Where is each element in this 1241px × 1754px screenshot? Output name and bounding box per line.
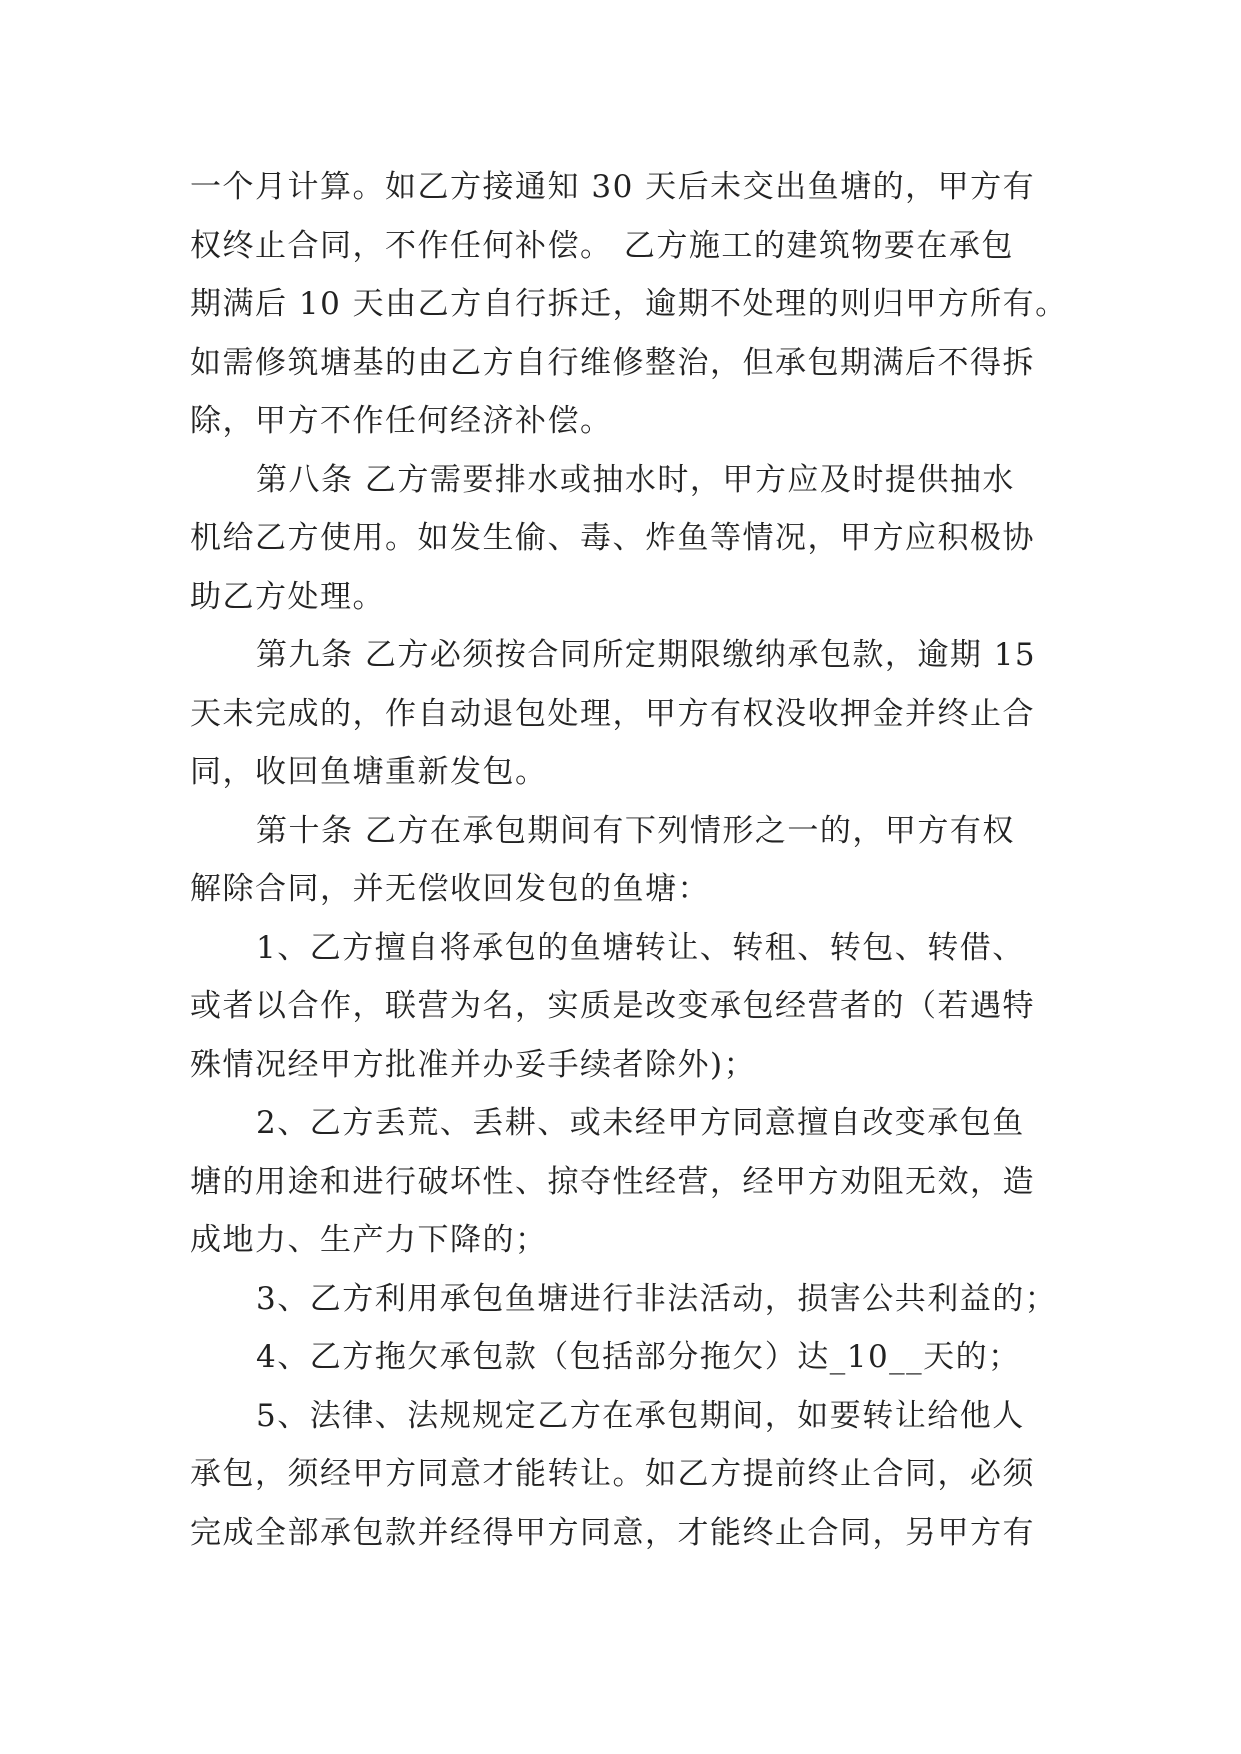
text-line: 或者以合作，联营为名，实质是改变承包经营者的（若遇特 xyxy=(190,988,1035,1024)
text-line: 一个月计算。如乙方接通知 30 天后未交出鱼塘的，甲方有 xyxy=(190,169,1036,205)
text-line: 第八条 乙方需要排水或抽水时，甲方应及时提供抽水 xyxy=(256,461,1015,498)
text-line: 成地力、生产力下降的； xyxy=(190,1222,548,1258)
text-line: 殊情况经甲方批准并办妥手续者除外)； xyxy=(190,1046,757,1083)
text-line: 助乙方处理。 xyxy=(190,578,385,615)
contract-body xyxy=(190,158,1070,1562)
text-line: 期满后 10 天由乙方自行拆迁，逾期不处理的则归甲方所有。 xyxy=(190,286,1068,322)
text-line: 5、法律、法规规定乙方在承包期间，如要转让给他人 xyxy=(256,1397,1025,1434)
text-line: 1、乙方擅自将承包的鱼塘转让、转租、转包、转借、 xyxy=(256,929,1025,966)
text-line: 第九条 乙方必须按合同所定期限缴纳承包款，逾期 15 xyxy=(256,637,1037,673)
text-line: 权终止合同，不作任何补偿。 乙方施工的建筑物要在承包 xyxy=(190,227,1014,264)
text-line: 天未完成的，作自动退包处理，甲方有权没收押金并终止合 xyxy=(190,695,1035,732)
text-line: 同，收回鱼塘重新发包。 xyxy=(190,754,548,790)
text-line: 机给乙方使用。如发生偷、毒、炸鱼等情况，甲方应积极协 xyxy=(190,520,1035,556)
text-line: 2、乙方丢荒、丢耕、或未经甲方同意擅自改变承包鱼 xyxy=(256,1105,1025,1141)
text-line: 3、乙方利用承包鱼塘进行非法活动，损害公共利益的； xyxy=(256,1280,1058,1317)
text-line: 承包，须经甲方同意才能转让。如乙方提前终止合同，必须 xyxy=(190,1456,1035,1492)
text-line: 塘的用途和进行破坏性、掠夺性经营，经甲方劝阻无效，造 xyxy=(190,1163,1035,1200)
text-line: 解除合同，并无偿收回发包的鱼塘： xyxy=(190,871,710,907)
text-line: 4、乙方拖欠承包款（包括部分拖欠）达_10__天的； xyxy=(256,1339,1021,1375)
text-line: 如需修筑塘基的由乙方自行维修整治，但承包期满后不得拆 xyxy=(190,344,1035,381)
text-line: 完成全部承包款并经得甲方同意，才能终止合同，另甲方有 xyxy=(190,1514,1035,1551)
text-line: 第十条 乙方在承包期间有下列情形之一的，甲方有权 xyxy=(256,812,1015,849)
text-line: 除，甲方不作任何经济补偿。 xyxy=(190,403,613,439)
